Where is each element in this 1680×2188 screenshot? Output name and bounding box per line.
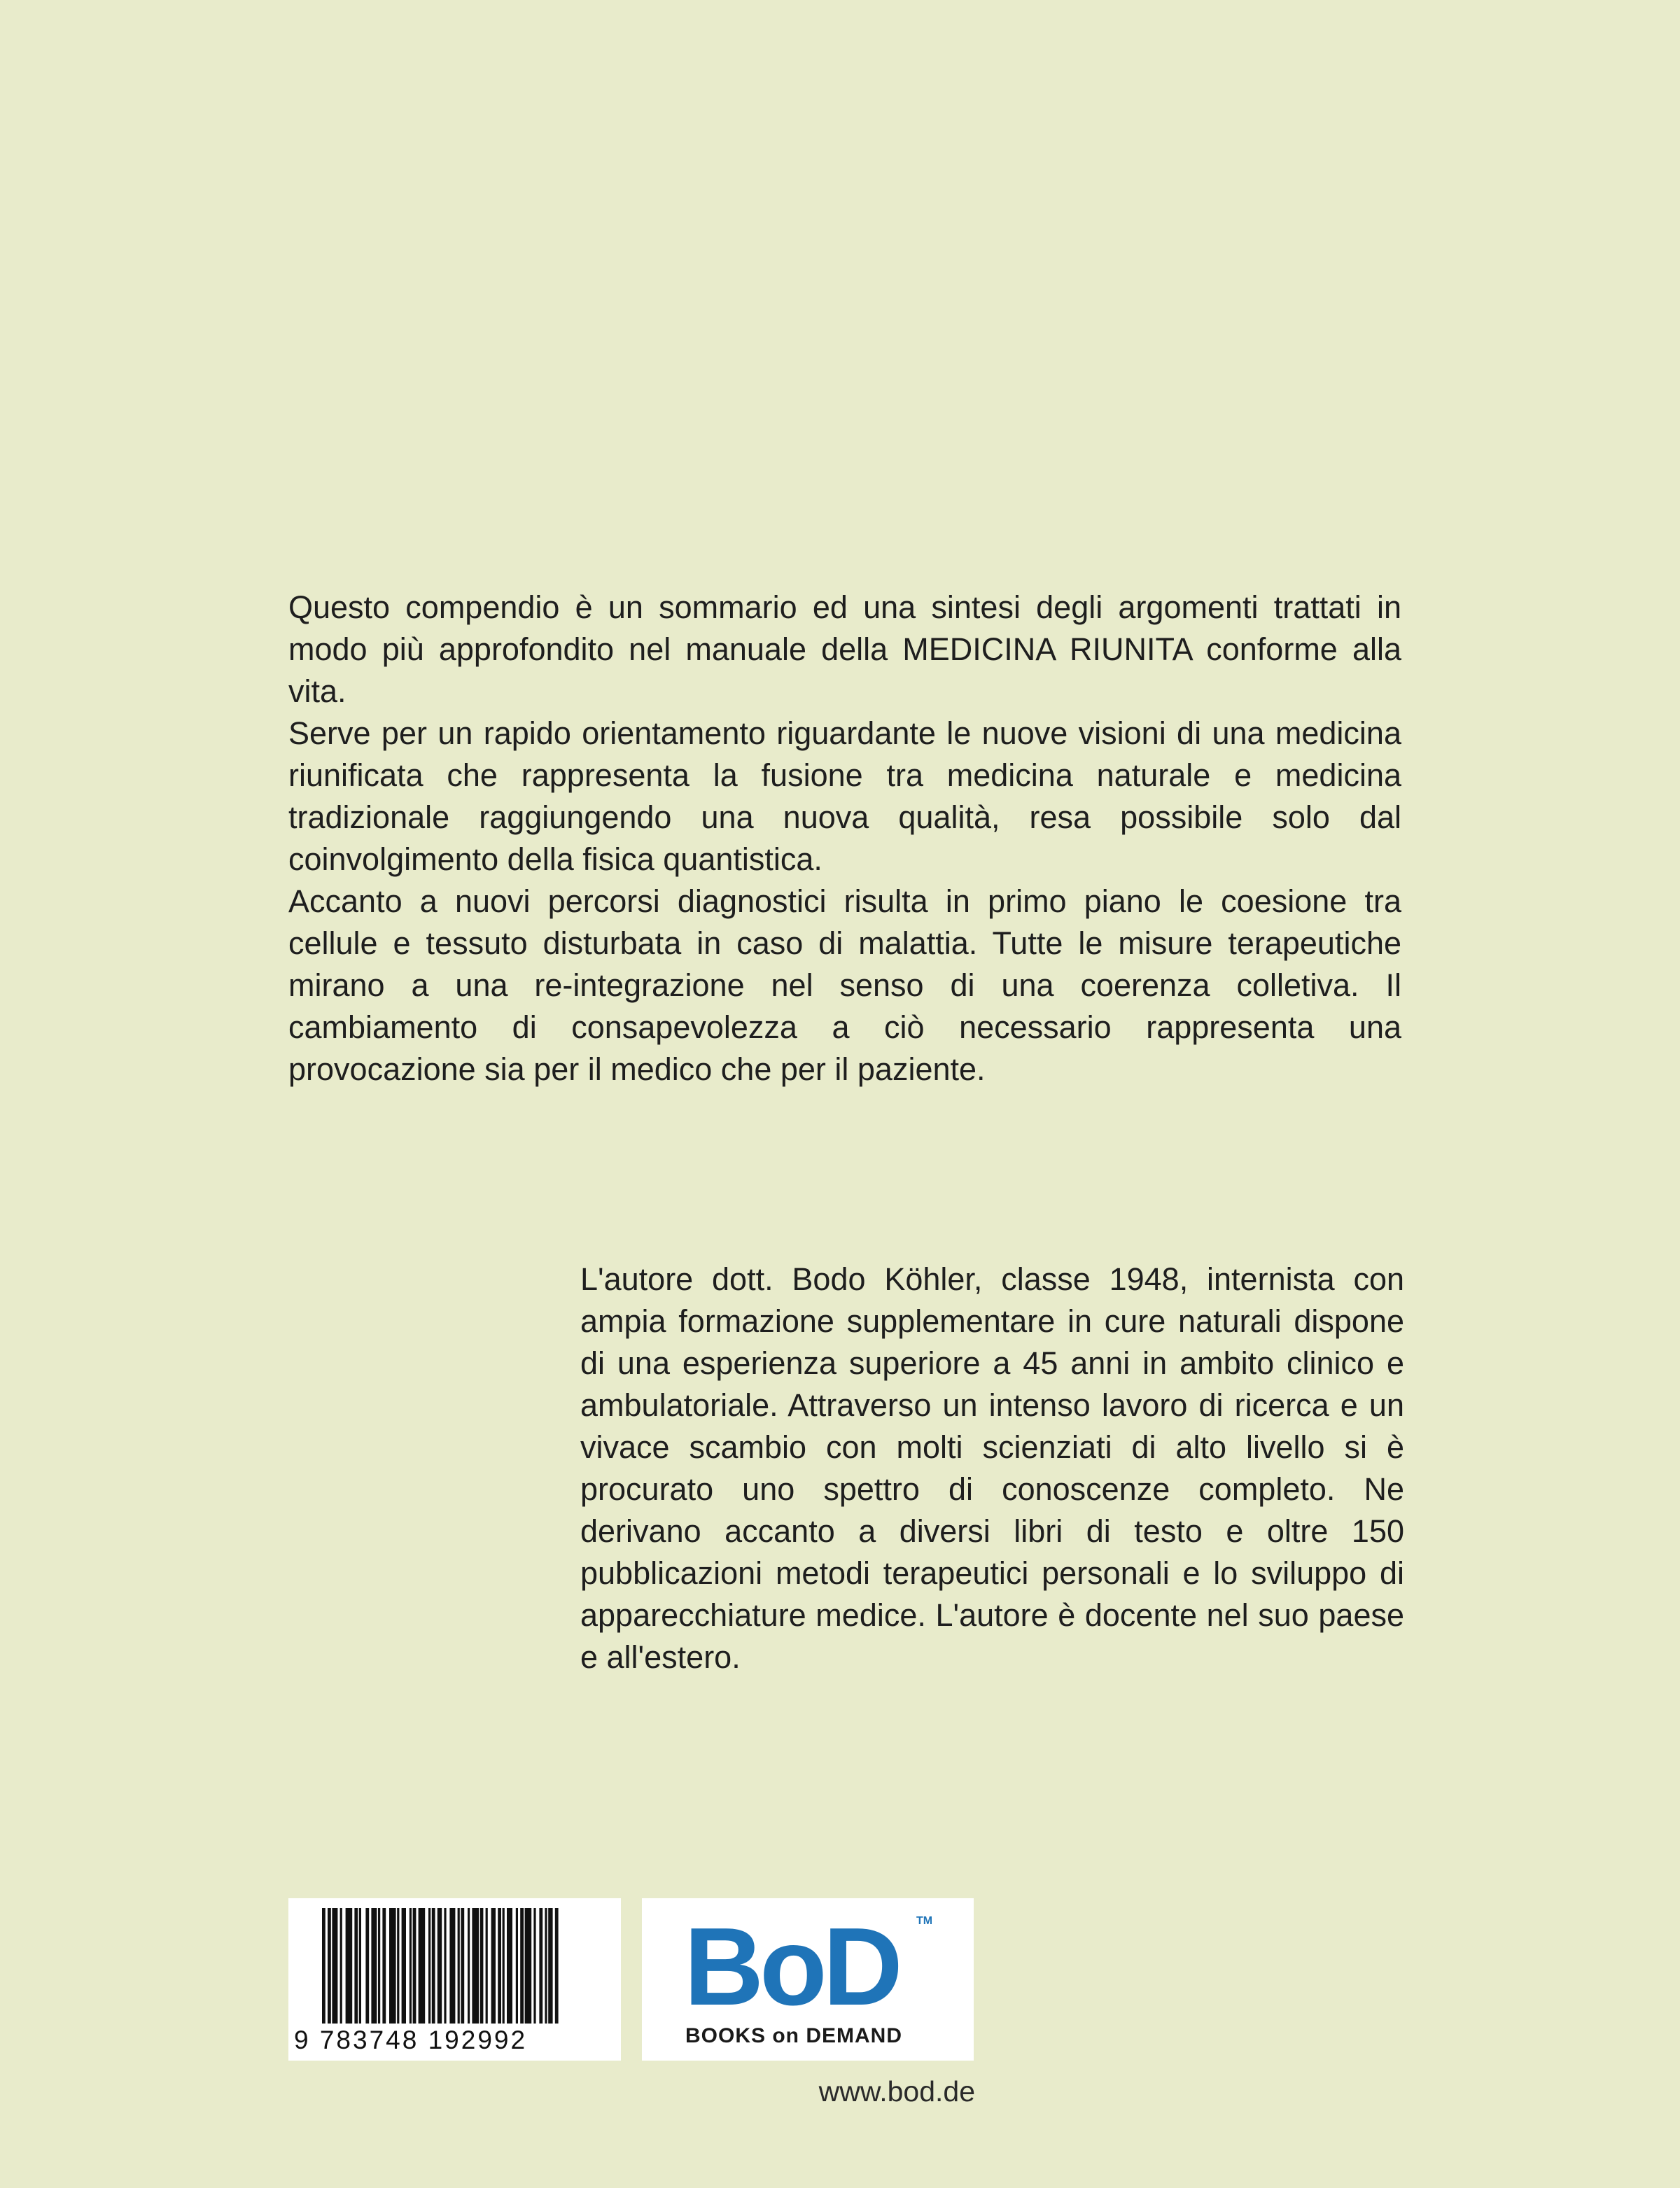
summary-paragraph-2: Serve per un rapido orientamento riguardante le nuove visioni di una medicina riunificata che rappresenta la fusione tra medicina naturale e medicina tradizionale raggiungendo una nuova qualità, resa possibile solo dal coinvolgimento della fisica quantistica. [288,715,1401,877]
publisher-logo-subtitle: BOOKS on DEMAND [685,2024,902,2047]
barcode-digits: 9 783748 192992 [294,2026,528,2054]
isbn-barcode [288,1898,621,2061]
publisher-logo [642,1898,974,2061]
author-bio-text: L'autore dott. Bodo Köhler, classe 1948, internista con ampia formazione supplementare in cure naturali dispone di una esperienza superiore a 45 anni in ambito clinico e ambulatoriale. Attraverso un intenso lavoro di ricerca e un vivace scambio con molti scienziati di alto livello si è procurato uno spettro di conoscenze completo. Ne derivano accanto a diversi libri di testo e oltre 150 pubblicazioni metodi terapeutici personali e lo sviluppo di apparecchiature medice. L'autore è docente nel suo paese e all'estero. [580,1261,1404,1675]
publisher-logo-mark: BoD [684,1905,899,2028]
summary-paragraph-1: Questo compendio è un sommario ed una sintesi degli argomenti trattati in modo più approfondito nel manuale della MEDICINA RIUNITA conforme alla vita. [288,589,1401,709]
summary-text [288,587,1401,1091]
summary-paragraph-3: Accanto a nuovi percorsi diagnostici risulta in primo piano le coesione tra cellule e tessuto disturbata in caso di malattia. Tutte le misure terapeutiche mirano a una re-integrazione nel senso di una coerenza colletiva. Il cambiamento di consapevolezza a ciò necessario rappresenta una provocazione sia per il medico che per il paziente. [288,883,1401,1087]
author-bio [580,1258,1404,1678]
trademark-symbol: TM [916,1915,933,1927]
publisher-website: www.bod.de [818,2075,975,2108]
